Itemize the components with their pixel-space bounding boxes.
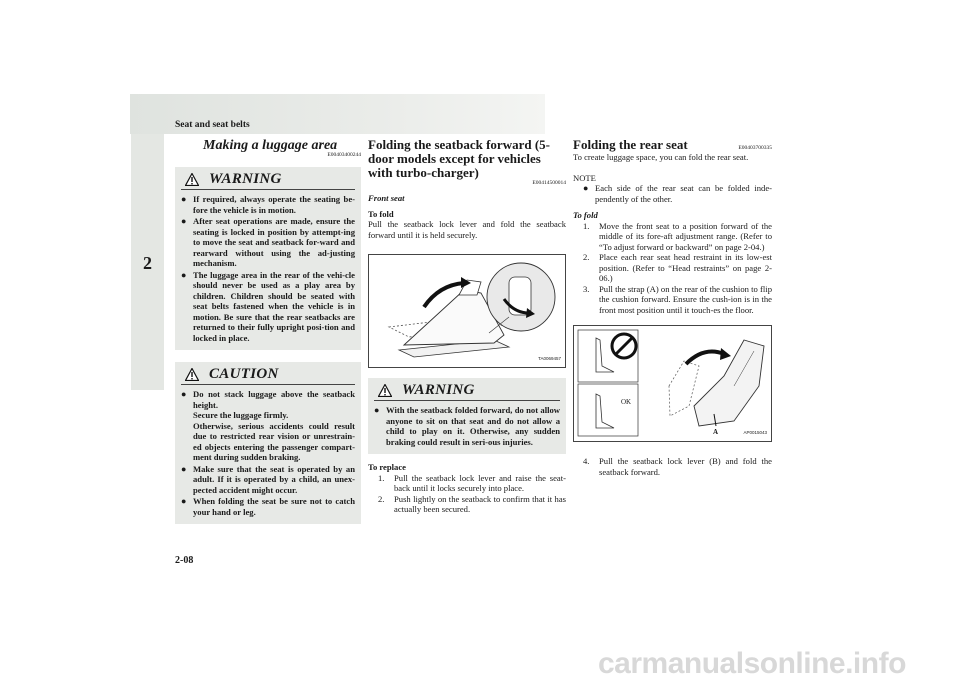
- section-title-luggage: Making a luggage area: [203, 138, 338, 153]
- column-front-seat: [368, 138, 566, 515]
- rear-seat-title-row: [573, 138, 772, 152]
- warning-box: [368, 378, 566, 454]
- subhead-front-seat: Front seat: [368, 193, 405, 203]
- caution-triangle-icon: [185, 368, 199, 381]
- warning-item: ● After seat operations are made, ensure the seating is locked in position by attempt-ing to move the seat and seatback for-ward and rearward without using the ad-justing mechanism.: [181, 216, 355, 268]
- caution-title: CAUTION: [209, 366, 279, 383]
- seat-illustration: [369, 255, 565, 367]
- front-seat-figure: [368, 254, 566, 368]
- section-code: E00403400244: [327, 152, 361, 158]
- column-luggage-area: [175, 138, 361, 524]
- caution-item: ● Make sure that the seat is operated by an adult. If it is operated by a child, an unex-pected accident might occur.: [181, 463, 355, 495]
- replace-step: 1. Pull the seatback lock lever and raise the seat-back until it locks securely into place.: [378, 472, 566, 493]
- warning-triangle-icon: [378, 384, 392, 397]
- caution-box: [175, 362, 361, 524]
- caution-item: ● When folding the seat be sure not to catch your hand or leg.: [181, 496, 355, 517]
- section-code: E00414500014: [532, 180, 566, 186]
- fold-step: 4. Pull the seatback lock lever (B) and fold the seatback forward.: [583, 456, 772, 477]
- rear-seat-intro: To create luggage space, you can fold the rear seat.: [573, 152, 749, 162]
- section-title-rear-seat: Folding the rear seat: [573, 137, 688, 152]
- watermark: carmanualsonline.info: [598, 647, 906, 679]
- section-header: Seat and seat belts: [175, 120, 250, 130]
- section-code: E00403700335: [738, 145, 772, 151]
- warning-title: WARNING: [402, 382, 475, 399]
- caution-header: [181, 365, 355, 385]
- warning-item: ● With the seatback folded forward, do not allow anyone to sit on that seat and do not allow a child to play on it. Otherwise, any sudden braking could result in seri-ous injuries.: [374, 405, 560, 447]
- note-item: ● Each side of the rear seat can be folded inde-pendently of the other.: [583, 183, 772, 204]
- rear-seat-illustration: [574, 326, 771, 441]
- warning-item: ● If required, always operate the seating be-fore the vehicle is in motion.: [181, 194, 355, 215]
- caution-item: ● Do not stack luggage above the seatback height. Secure the luggage firmly. Otherwise, serious accidents could result due to restricted rear vision or unrestrain-ed objects entering the passenger compart-ment during sudden braking.: [181, 389, 355, 462]
- note-label: NOTE: [573, 172, 596, 183]
- warning-title: WARNING: [209, 171, 282, 188]
- fold-step: 3. Pull the strap (A) on the rear of the cushion to flip the cushion forward. Ensure the cush-ion is in the front most position until it touch-es the floor.: [583, 283, 772, 315]
- fold-instructions: Pull the seatback lock lever and fold the seatback forward until it is held securely.: [368, 219, 566, 240]
- warning-item: ● The luggage area in the rear of the vehi-cle should never be used as a play area by children. Children should be seated with seat belts fastened when the vehicle is in motion. Be sure that the rear seatbacks are returned to their fully upright posi-tion and locked in place.: [181, 269, 355, 343]
- rear-seat-figure: [573, 325, 772, 442]
- ok-label: OK: [621, 398, 632, 406]
- chapter-number: 2: [143, 253, 152, 273]
- section-title-seatback: Folding the seatback forward (5-door models except for vehicles with turbo-charger): [368, 137, 550, 180]
- subhead-to-fold: To fold: [573, 210, 598, 220]
- warning-box: [175, 167, 361, 350]
- fold-step: 2. Place each rear seat head restraint in its low-est position. (Refer to “Head restraints” on page 2-06.): [583, 252, 772, 283]
- column-rear-seat: [573, 138, 772, 477]
- warning-triangle-icon: [185, 173, 199, 186]
- figure-code: TA0069457: [538, 355, 561, 361]
- subhead-to-replace: To replace: [368, 462, 406, 472]
- subhead-to-fold: To fold: [368, 208, 394, 219]
- page-number: 2-08: [175, 555, 194, 566]
- warning-header: [374, 381, 560, 401]
- warning-header: [181, 170, 355, 190]
- fold-step: 1. Move the front seat to a position forward of the middle of its fore-aft adjustment range. (Refer to “To adjust forward or backward” on page 2-04.): [583, 220, 772, 252]
- label-a: A: [713, 428, 719, 436]
- figure-code: AP0015043: [743, 429, 767, 435]
- replace-step: 2. Push lightly on the seatback to confirm that it has actually been secured.: [378, 493, 566, 514]
